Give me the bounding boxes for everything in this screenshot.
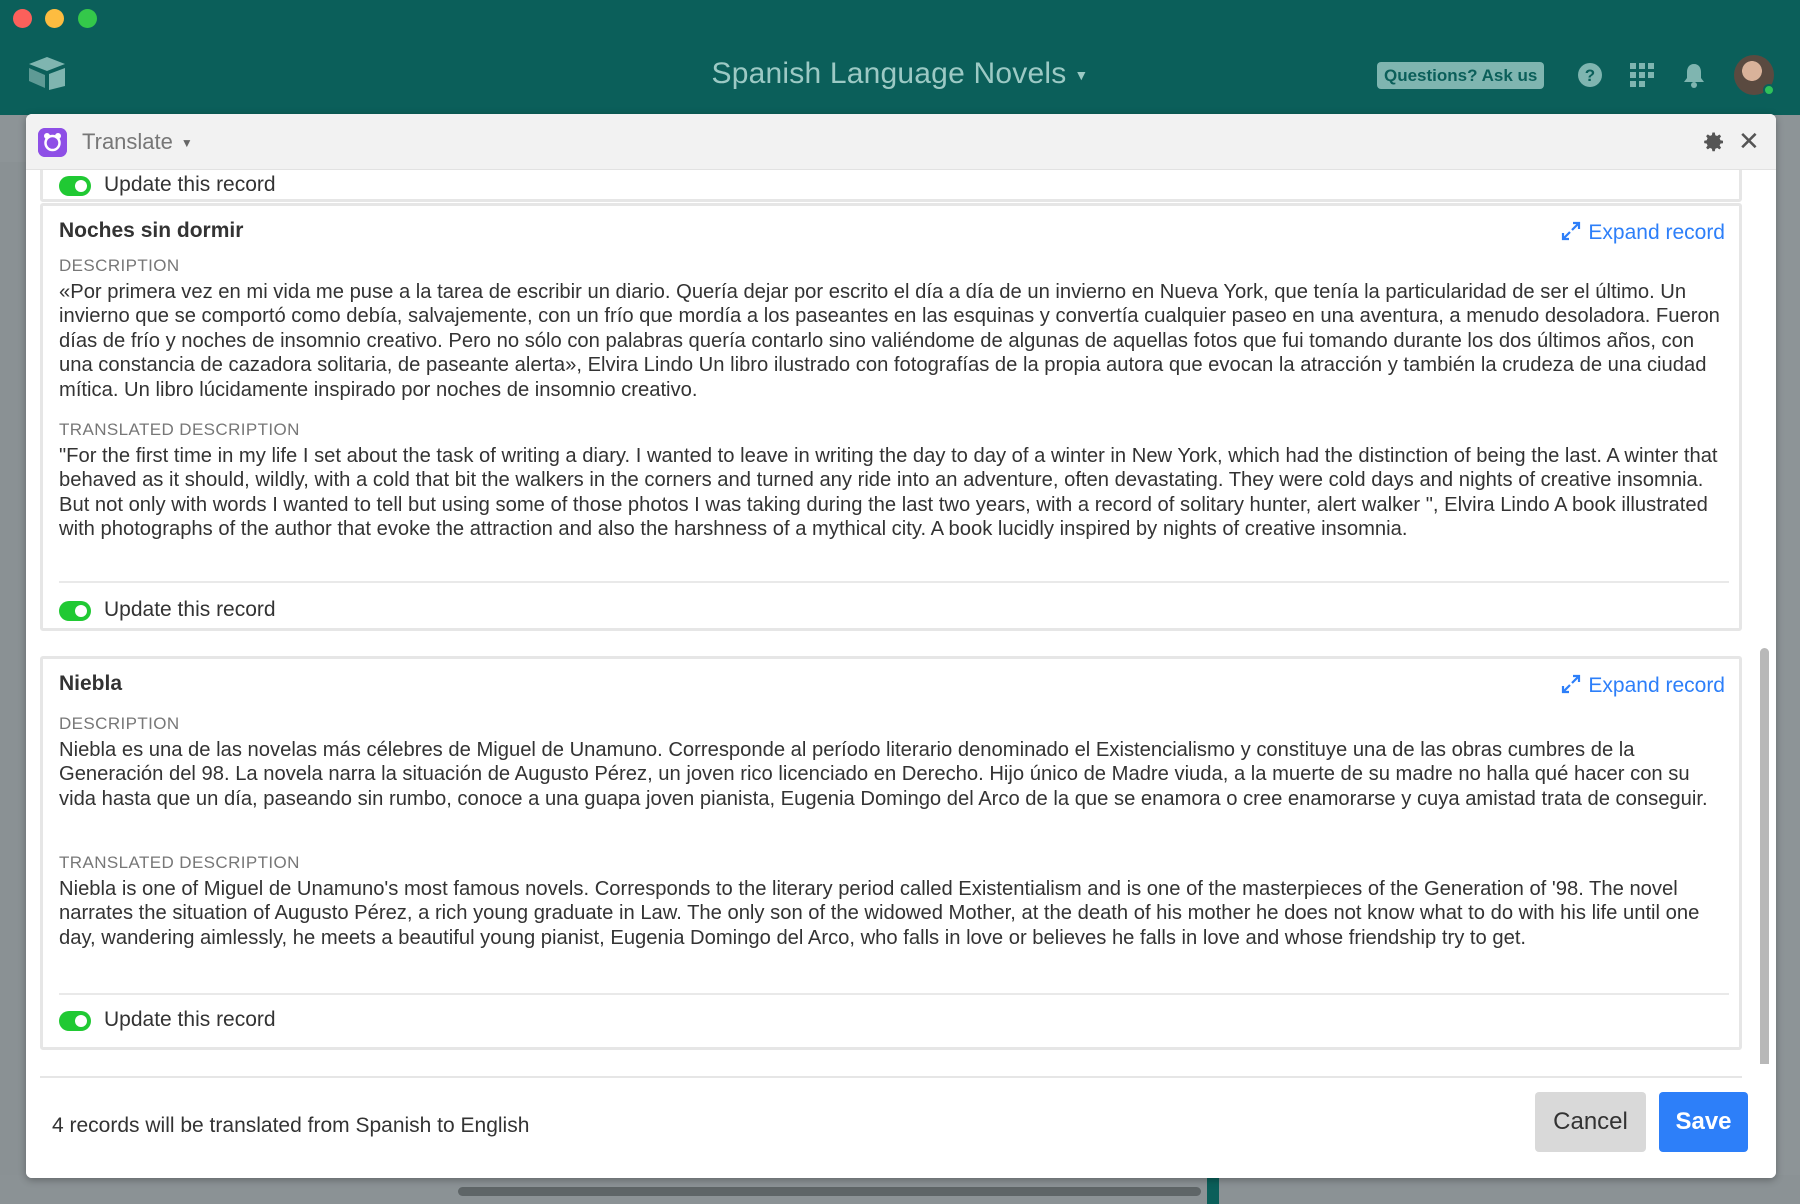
online-status-dot	[1763, 84, 1775, 96]
translated-description-label: TRANSLATED DESCRIPTION	[59, 853, 300, 872]
update-record-toggle[interactable]	[59, 1011, 91, 1031]
vertical-scrollbar[interactable]	[1760, 648, 1769, 1076]
dialog-footer	[26, 1064, 1776, 1178]
gear-icon[interactable]	[1702, 130, 1726, 154]
chevron-down-icon: ▼	[1074, 67, 1089, 84]
translated-description-text: Niebla is one of Miguel de Unamuno's most famous novels. Corresponds to the literary period called Existentialism and is one of the masterpieces of the Generation of '98. The novel narrates the situation of Augusto Pérez, a rich young graduate in Law. The only son of the widowed Mother, at the death of his mother he does not know what to do with his life until one day, wandering aimlessly, he meets a beautiful young pianist, Eugenia Domingo del Arco, who falls in love or believes he falls in love and whose friendship try to get.	[59, 878, 1700, 949]
update-record-toggle[interactable]	[59, 601, 91, 621]
close-icon[interactable]: ✕	[1738, 126, 1760, 156]
translated-description-text: "For the first time in my life I set about the task of writing a diary. I wanted to leave in writing the day to day of a winter in New York, which had the distinction of being the last. A winter that behaved as it should, wildly, with a cold that bit the walkers in the corners and turned any ride into an adventure, often devastating. They were cold days and nights of creative insomnia. But not only with words I wanted to tell but using some of those photos I was taking during the last two years, with a record of solitary hunter, alert walker ", Elvira Lindo A book illustrated with photographs of the author that evoke the attraction and also the harshness of a mythical city. A book lucidly inspired by nights of creative insomnia.	[59, 445, 1718, 541]
expand-record-link[interactable]: Expand record	[1560, 220, 1725, 245]
record-card	[40, 656, 1742, 1050]
save-button[interactable]: Save	[1659, 1092, 1748, 1152]
divider	[59, 581, 1729, 583]
toggle-label: Update this record	[104, 598, 276, 621]
extension-title[interactable]: Translate ▼	[82, 129, 193, 154]
description-label: DESCRIPTION	[59, 714, 180, 733]
base-title[interactable]: Spanish Language Novels ▼	[711, 57, 1089, 90]
help-icon[interactable]	[1576, 61, 1604, 89]
expand-arrows-icon	[1560, 673, 1582, 695]
records-scroll-area[interactable]	[26, 170, 1776, 1076]
window-minimize-button[interactable]	[45, 9, 64, 28]
app-header	[0, 0, 1800, 115]
update-record-toggle[interactable]	[59, 176, 91, 196]
record-card	[40, 170, 1742, 202]
cancel-button[interactable]: Cancel	[1535, 1092, 1646, 1152]
record-card	[40, 203, 1742, 631]
background-horizontal-scrollbar[interactable]	[458, 1187, 1201, 1196]
expand-arrows-icon	[1560, 220, 1582, 242]
svg-text:?: ?	[1584, 66, 1596, 85]
record-title: Niebla	[59, 672, 123, 695]
bell-icon[interactable]	[1680, 61, 1708, 89]
translate-dialog	[26, 114, 1776, 1178]
translated-description-label: TRANSLATED DESCRIPTION	[59, 420, 300, 439]
window-close-button[interactable]	[13, 9, 32, 28]
background-accent	[1207, 1175, 1219, 1204]
translation-summary: 4 records will be translated from Spanish to English	[52, 1114, 530, 1137]
expand-record-link[interactable]: Expand record	[1560, 673, 1725, 698]
divider	[40, 1076, 1742, 1078]
apps-icon[interactable]	[1628, 61, 1656, 89]
divider	[59, 993, 1729, 995]
description-label: DESCRIPTION	[59, 256, 180, 275]
translate-extension-icon	[38, 128, 67, 157]
dialog-header	[26, 114, 1776, 170]
description-text: «Por primera vez en mi vida me puse a la tarea de escribir un diario. Quería dejar por escrito el día a día de un invierno en Nueva York, que tenía la particularidad de ser el último. Un invierno que se comportó como debía, salvajemente, con un frío que mordía a los paseantes en las esquinas y convertía cualquier paseo en una aventura, a menudo desoladora. Fueron días de frío y noches de insomnio creativo. Pero no sólo con palabras quería contarlo sino valiéndome de algunas de aquellas fotos que fui tomando durante los dos últimos años, con una constancia de cazadora solitaria, de paseante alerta», Elvira Lindo Un libro ilustrado con fotografías de la propia autora que evocan la atracción y también la crudeza de una ciudad mítica. Un libro lúcidamente inspirado por noches de insomnio creativo.	[59, 281, 1720, 401]
chevron-down-icon: ▼	[180, 136, 193, 151]
toggle-label: Update this record	[104, 173, 276, 196]
help-button[interactable]: Questions? Ask us	[1377, 62, 1544, 89]
window-zoom-button[interactable]	[78, 9, 97, 28]
toggle-label: Update this record	[104, 1008, 276, 1031]
record-title: Noches sin dormir	[59, 219, 244, 242]
description-text: Niebla es una de las novelas más célebres de Miguel de Unamuno. Corresponde al período literario denominado el Existencialismo y constituye una de las obras cumbres de la Generación del 98. La novela narra la situación de Augusto Pérez, un joven rico licenciado en Derecho. Hijo único de Madre viuda, a la muerte de su madre no halla qué hacer con su vida hasta que un día, paseando sin rumbo, conoce a una guapa joven pianista, Eugenia Domingo del Arco de la que se enamora o cree enamorarse y cuya amistad trata de conseguir.	[59, 739, 1708, 810]
